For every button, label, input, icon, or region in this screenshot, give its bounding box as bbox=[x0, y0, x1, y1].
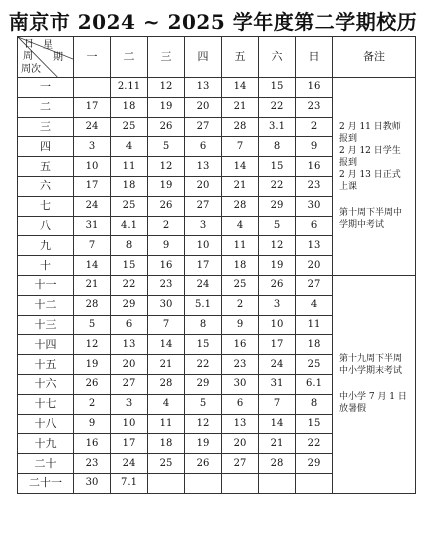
day-header-wed: 三 bbox=[148, 37, 185, 78]
date-cell-sat: 22 bbox=[259, 97, 296, 117]
date-cell-mon: 5 bbox=[74, 315, 111, 335]
date-cell-sun: 13 bbox=[296, 236, 333, 256]
date-cell-tue: 8 bbox=[111, 236, 148, 256]
date-cell-sun: 4 bbox=[296, 295, 333, 315]
date-cell-sun: 23 bbox=[296, 97, 333, 117]
date-cell-fri bbox=[222, 473, 259, 493]
date-cell-wed: 21 bbox=[148, 355, 185, 375]
date-cell-fri: 21 bbox=[222, 176, 259, 196]
notes-cell-second-half bbox=[333, 275, 416, 493]
corner-header-cell bbox=[18, 37, 74, 78]
date-cell-mon: 31 bbox=[74, 216, 111, 236]
date-cell-sun: 23 bbox=[296, 176, 333, 196]
date-cell-mon: 30 bbox=[74, 473, 111, 493]
date-cell-tue: 24 bbox=[111, 454, 148, 474]
date-cell-sat: 15 bbox=[259, 157, 296, 177]
date-cell-thu: 13 bbox=[185, 157, 222, 177]
week-row bbox=[18, 275, 416, 295]
date-cell-thu: 27 bbox=[185, 117, 222, 137]
date-cell-mon: 17 bbox=[74, 176, 111, 196]
date-cell-sat: 5 bbox=[259, 216, 296, 236]
date-cell-sun bbox=[296, 473, 333, 493]
note-final-exam: 第十九周下半周中小学期末考试 bbox=[339, 354, 403, 377]
date-cell-sat: 31 bbox=[259, 374, 296, 394]
week-number-cell: 十二 bbox=[18, 295, 74, 315]
date-cell-sun: 30 bbox=[296, 196, 333, 216]
date-cell-fri: 11 bbox=[222, 236, 259, 256]
date-cell-thu: 3 bbox=[185, 216, 222, 236]
date-cell-mon bbox=[74, 78, 111, 98]
date-cell-wed: 28 bbox=[148, 374, 185, 394]
date-cell-thu: 29 bbox=[185, 374, 222, 394]
date-cell-mon: 9 bbox=[74, 414, 111, 434]
day-header-thu: 四 bbox=[185, 37, 222, 78]
date-cell-mon: 7 bbox=[74, 236, 111, 256]
date-cell-sat: 8 bbox=[259, 137, 296, 157]
week-number-cell: 九 bbox=[18, 236, 74, 256]
date-cell-fri: 25 bbox=[222, 275, 259, 295]
date-cell-wed bbox=[148, 473, 185, 493]
date-cell-wed: 19 bbox=[148, 176, 185, 196]
notes-header: 备注 bbox=[333, 37, 416, 78]
date-cell-tue: 29 bbox=[111, 295, 148, 315]
date-cell-sat: 28 bbox=[259, 454, 296, 474]
week-number-cell: 十一 bbox=[18, 275, 74, 295]
date-cell-tue: 15 bbox=[111, 256, 148, 276]
date-cell-thu: 10 bbox=[185, 236, 222, 256]
date-cell-tue: 11 bbox=[111, 157, 148, 177]
week-number-cell: 八 bbox=[18, 216, 74, 236]
date-cell-wed: 19 bbox=[148, 97, 185, 117]
week-number-cell: 十九 bbox=[18, 434, 74, 454]
date-cell-mon: 17 bbox=[74, 97, 111, 117]
date-cell-fri: 28 bbox=[222, 196, 259, 216]
date-cell-sun: 6 bbox=[296, 216, 333, 236]
day-header-fri: 五 bbox=[222, 37, 259, 78]
date-cell-fri: 28 bbox=[222, 117, 259, 137]
date-cell-wed: 12 bbox=[148, 78, 185, 98]
date-cell-sat: 7 bbox=[259, 394, 296, 414]
date-cell-sun: 8 bbox=[296, 394, 333, 414]
date-cell-tue: 22 bbox=[111, 275, 148, 295]
date-cell-sun: 16 bbox=[296, 157, 333, 177]
week-number-cell: 二 bbox=[18, 97, 74, 117]
date-cell-thu: 5.1 bbox=[185, 295, 222, 315]
note-block-vacation bbox=[339, 391, 409, 415]
week-number-cell: 十七 bbox=[18, 394, 74, 414]
week-number-cell: 四 bbox=[18, 137, 74, 157]
date-cell-wed: 12 bbox=[148, 157, 185, 177]
date-cell-mon: 16 bbox=[74, 434, 111, 454]
day-header-sat: 六 bbox=[259, 37, 296, 78]
date-cell-tue: 18 bbox=[111, 176, 148, 196]
date-cell-mon: 2 bbox=[74, 394, 111, 414]
week-number-cell: 六 bbox=[18, 176, 74, 196]
week-number-cell: 五 bbox=[18, 157, 74, 177]
date-cell-tue: 4.1 bbox=[111, 216, 148, 236]
week-number-cell: 十八 bbox=[18, 414, 74, 434]
date-cell-mon: 26 bbox=[74, 374, 111, 394]
date-cell-thu: 8 bbox=[185, 315, 222, 335]
week-number-cell: 一 bbox=[18, 78, 74, 98]
date-cell-sun: 16 bbox=[296, 78, 333, 98]
date-cell-fri: 4 bbox=[222, 216, 259, 236]
note-summer-vacation: 中小学 7 月 1 日放暑假 bbox=[339, 392, 407, 415]
note-block-final bbox=[339, 353, 409, 377]
date-cell-sat: 17 bbox=[259, 335, 296, 355]
note-midterm: 第十周下半周中学期中考试 bbox=[339, 208, 403, 231]
date-cell-sun: 2 bbox=[296, 117, 333, 137]
date-cell-sat: 10 bbox=[259, 315, 296, 335]
day-header-mon: 一 bbox=[74, 37, 111, 78]
date-cell-mon: 23 bbox=[74, 454, 111, 474]
date-cell-tue: 4 bbox=[111, 137, 148, 157]
week-number-cell: 二十 bbox=[18, 454, 74, 474]
date-cell-wed: 7 bbox=[148, 315, 185, 335]
week-number-cell: 十三 bbox=[18, 315, 74, 335]
day-header-sun: 日 bbox=[296, 37, 333, 78]
date-cell-mon: 21 bbox=[74, 275, 111, 295]
date-cell-sat: 3 bbox=[259, 295, 296, 315]
date-cell-wed: 2 bbox=[148, 216, 185, 236]
note-class-start: 2 月 13 日正式上课 bbox=[339, 170, 401, 193]
date-cell-sun: 18 bbox=[296, 335, 333, 355]
date-cell-sat: 22 bbox=[259, 176, 296, 196]
date-cell-tue: 6 bbox=[111, 315, 148, 335]
date-cell-sat: 15 bbox=[259, 78, 296, 98]
page-title: 南京市 2024 ~ 2025 学年度第二学期校历 bbox=[8, 10, 418, 34]
date-cell-fri: 18 bbox=[222, 256, 259, 276]
corner-label-qi: 期 bbox=[53, 52, 63, 63]
date-cell-wed: 16 bbox=[148, 256, 185, 276]
date-cell-thu: 13 bbox=[185, 78, 222, 98]
note-teacher-report: 2 月 11 日教师报到 bbox=[339, 122, 401, 145]
week-number-cell: 三 bbox=[18, 117, 74, 137]
date-cell-wed: 26 bbox=[148, 196, 185, 216]
week-row bbox=[18, 78, 416, 98]
day-header-tue: 二 bbox=[111, 37, 148, 78]
date-cell-sat: 21 bbox=[259, 434, 296, 454]
date-cell-wed: 30 bbox=[148, 295, 185, 315]
corner-label-xing: 星 bbox=[43, 40, 53, 51]
date-cell-fri: 23 bbox=[222, 355, 259, 375]
calendar-table bbox=[17, 36, 416, 494]
date-cell-wed: 23 bbox=[148, 275, 185, 295]
date-cell-thu: 5 bbox=[185, 394, 222, 414]
date-cell-thu: 26 bbox=[185, 454, 222, 474]
corner-label-zhou: 周 bbox=[23, 51, 33, 62]
date-cell-tue: 13 bbox=[111, 335, 148, 355]
week-number-cell: 二十一 bbox=[18, 473, 74, 493]
date-cell-fri: 6 bbox=[222, 394, 259, 414]
date-cell-tue: 25 bbox=[111, 117, 148, 137]
date-cell-mon: 14 bbox=[74, 256, 111, 276]
date-cell-tue: 2.11 bbox=[111, 78, 148, 98]
date-cell-thu: 22 bbox=[185, 355, 222, 375]
date-cell-sun: 6.1 bbox=[296, 374, 333, 394]
date-cell-fri: 21 bbox=[222, 97, 259, 117]
date-cell-tue: 10 bbox=[111, 414, 148, 434]
date-cell-wed: 9 bbox=[148, 236, 185, 256]
date-cell-sun: 29 bbox=[296, 454, 333, 474]
date-cell-thu: 12 bbox=[185, 414, 222, 434]
date-cell-mon: 10 bbox=[74, 157, 111, 177]
date-cell-wed: 18 bbox=[148, 434, 185, 454]
date-cell-fri: 27 bbox=[222, 454, 259, 474]
date-cell-sat: 3.1 bbox=[259, 117, 296, 137]
date-cell-sun: 25 bbox=[296, 355, 333, 375]
date-cell-sat: 24 bbox=[259, 355, 296, 375]
date-cell-sat bbox=[259, 473, 296, 493]
date-cell-thu bbox=[185, 473, 222, 493]
date-cell-wed: 11 bbox=[148, 414, 185, 434]
date-cell-sun: 9 bbox=[296, 137, 333, 157]
date-cell-fri: 30 bbox=[222, 374, 259, 394]
date-cell-fri: 14 bbox=[222, 78, 259, 98]
date-cell-sat: 19 bbox=[259, 256, 296, 276]
date-cell-fri: 20 bbox=[222, 434, 259, 454]
corner-label-ri: 日 bbox=[24, 39, 34, 50]
date-cell-mon: 3 bbox=[74, 137, 111, 157]
note-block-schedule bbox=[339, 121, 409, 193]
date-cell-wed: 14 bbox=[148, 335, 185, 355]
week-number-cell: 十 bbox=[18, 256, 74, 276]
date-cell-sun: 20 bbox=[296, 256, 333, 276]
date-cell-sun: 11 bbox=[296, 315, 333, 335]
date-cell-wed: 26 bbox=[148, 117, 185, 137]
notes-cell-first-half bbox=[333, 78, 416, 276]
date-cell-thu: 20 bbox=[185, 97, 222, 117]
date-cell-tue: 18 bbox=[111, 97, 148, 117]
corner-label-zhouci: 周次 bbox=[21, 64, 41, 75]
date-cell-mon: 24 bbox=[74, 117, 111, 137]
date-cell-wed: 4 bbox=[148, 394, 185, 414]
date-cell-sat: 14 bbox=[259, 414, 296, 434]
date-cell-tue: 7.1 bbox=[111, 473, 148, 493]
date-cell-thu: 24 bbox=[185, 275, 222, 295]
date-cell-fri: 2 bbox=[222, 295, 259, 315]
date-cell-thu: 20 bbox=[185, 176, 222, 196]
date-cell-sun: 27 bbox=[296, 275, 333, 295]
date-cell-tue: 25 bbox=[111, 196, 148, 216]
date-cell-mon: 12 bbox=[74, 335, 111, 355]
week-number-cell: 十四 bbox=[18, 335, 74, 355]
date-cell-tue: 27 bbox=[111, 374, 148, 394]
date-cell-fri: 16 bbox=[222, 335, 259, 355]
date-cell-sat: 29 bbox=[259, 196, 296, 216]
date-cell-thu: 6 bbox=[185, 137, 222, 157]
note-block-midterm bbox=[339, 207, 409, 231]
date-cell-thu: 19 bbox=[185, 434, 222, 454]
date-cell-mon: 19 bbox=[74, 355, 111, 375]
date-cell-sat: 12 bbox=[259, 236, 296, 256]
date-cell-tue: 20 bbox=[111, 355, 148, 375]
date-cell-sat: 26 bbox=[259, 275, 296, 295]
date-cell-mon: 24 bbox=[74, 196, 111, 216]
date-cell-fri: 14 bbox=[222, 157, 259, 177]
week-number-cell: 十六 bbox=[18, 374, 74, 394]
date-cell-tue: 3 bbox=[111, 394, 148, 414]
date-cell-fri: 13 bbox=[222, 414, 259, 434]
date-cell-sun: 15 bbox=[296, 414, 333, 434]
week-number-cell: 十五 bbox=[18, 355, 74, 375]
date-cell-fri: 9 bbox=[222, 315, 259, 335]
date-cell-mon: 28 bbox=[74, 295, 111, 315]
calendar-body bbox=[18, 78, 416, 494]
date-cell-thu: 27 bbox=[185, 196, 222, 216]
week-number-cell: 七 bbox=[18, 196, 74, 216]
date-cell-wed: 25 bbox=[148, 454, 185, 474]
date-cell-fri: 7 bbox=[222, 137, 259, 157]
header-row bbox=[18, 37, 416, 78]
note-student-report: 2 月 12 日学生报到 bbox=[339, 146, 401, 169]
date-cell-thu: 17 bbox=[185, 256, 222, 276]
date-cell-tue: 17 bbox=[111, 434, 148, 454]
date-cell-sun: 22 bbox=[296, 434, 333, 454]
date-cell-wed: 5 bbox=[148, 137, 185, 157]
date-cell-thu: 15 bbox=[185, 335, 222, 355]
